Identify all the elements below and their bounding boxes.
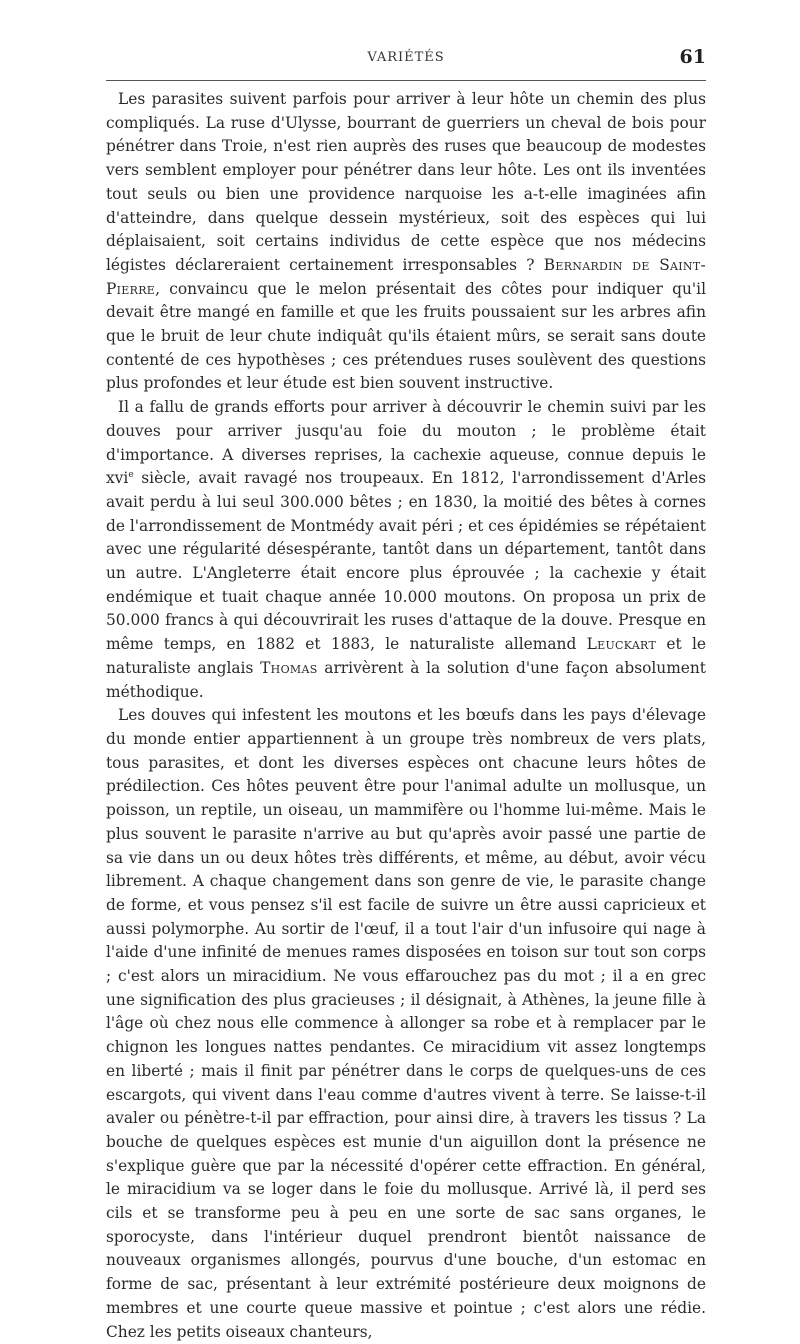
paragraph-1-text-b: , convaincu que le melon présentait des côtes pour indiquer qu'il devait être mangé en famille et que les fruits poussaient sur les arbres afin que le bruit de leur chute indiquât qu'ils étaient mûrs, se serait sans doute contenté de ces hypothèses ; ces prétendues ruses soulèvent des questions plus profondes et leur étude est bien souvent instructive. xyxy=(106,279,706,393)
century-numeral: xvi xyxy=(106,469,129,488)
author-name-bernardin: Bernardin de Saint-Pierre xyxy=(106,255,706,298)
naturalist-name-thomas: Thomas xyxy=(260,658,318,677)
century-superscript: e xyxy=(128,470,134,481)
page-number: 61 xyxy=(679,46,706,68)
paragraph-1 xyxy=(106,88,706,396)
paragraph-2-text-d: arrivèrent à la solution d'une façon absolument méthodique. xyxy=(106,658,706,701)
paragraph-2-text-c: et le naturaliste anglais xyxy=(106,635,707,677)
paragraph-2-text-a: Il a fallu de grands efforts pour arriver à découvrir le chemin suivi par les douves pour arriver jusqu'au foie du mouton ; le problème était d'importance. A diverses reprises, la cachexie aqueuse, connue depuis le xyxy=(106,398,706,464)
paragraph-2 xyxy=(106,396,706,704)
paragraph-3: Les douves qui infestent les moutons et les bœufs dans les pays d'élevage du monde entier appartiennent à un groupe très nombreux de vers plats, tous parasites, et dont les diverses espèces ont chacune leurs hôtes de prédilection. Ces hôtes peuvent être pour l'animal adulte un mollusque, un poisson, un reptile, un oiseau, un mammifère ou l'homme lui-même. Mais le plus souvent le parasite n'arrive au but qu'après avoir passé une partie de sa vie dans un ou deux hôtes très différents, et même, au début, avoir vécu librement. A chaque changement dans son genre de vie, le parasite change de forme, et vous pensez s'il est facile de suivre un être aussi capricieux et aussi polymorphe. Au sortir de l'œuf, il a tout l'air d'un infusoire qui nage à l'aide d'une infinité de menues rames disposées en toison sur tout son corps ; c'est alors un miracidium. Ne vous effarouchez pas du mot ; il a en grec une signification des plus gracieuses ; il désignait, à Athènes, la jeune fille à l'âge où chez nous elle commence à allonger sa robe et à remplacer par le chignon les longues nattes pendantes. Ce miracidium vit assez longtemps en liberté ; mais il finit par pénétrer dans le corps de quelques-uns de ces escargots, qui vivent dans l'eau comme d'autres vivent à terre. Se laisse-t-il avaler ou pénètre-t-il par effraction, pour ainsi dire, à travers les tissus ? La bouche de quelques espèces est munie d'un aiguillon dont la présence ne s'explique guère que par la nécessité d'opérer cette effraction. En général, le miracidium va se loger dans le foie du mollusque. Arrivé là, il perd ses cils et se transforme peu à peu en une sorte de sac sans organes, le sporocyste, dans l'intérieur duquel prendront bientôt naissance de nouveaux organismes allongés, pourvus d'une bouche, d'un estomac en forme de sac, présentant à leur extrémité postérieure deux moignons de membres et une courte queue massive et pointue ; c'est alors une rédie. Chez les petits oiseaux chanteurs, xyxy=(106,706,706,1341)
naturalist-name-leuckart: Leuckart xyxy=(586,635,657,654)
page-header xyxy=(106,48,706,70)
body-text xyxy=(106,88,706,1344)
paragraph-2-text-b: siècle, avait ravagé nos troupeaux. En 1812, l'arrondissement d'Arles avait perdu à lui seul 300.000 bêtes ; en 1830, la moitié des bêtes à cornes de l'arrondissement de Montmédy avait péri ; et ces épidémies se répétaient avec une régularité désespérante, tantôt dans un département, tantôt dans un autre. L'Angleterre était encore plus éprouvée ; la cachexie y était endémique et tuait chaque année 10.000 moutons. On proposa un prix de 50.000 francs à qui découvrirait les ruses d'attaque de la douve. Presque en même temps, en 1882 et 1883, le naturaliste allemand xyxy=(106,469,706,654)
paragraph-1-text-a: Les parasites suivent parfois pour arriver à leur hôte un chemin des plus compliqués. La ruse d'Ulysse, bourrant de guerriers un cheval de bois pour pénétrer dans Troie, n'est rien auprès des ruses que beaucoup de modestes vers semblent employer pour pénétrer dans leur hôte. Les ont ils inventées tout seuls ou bien une providence narquoise les a-t-elle imaginées afin d'atteindre, dans quelque dessein mystérieux, soit des espèces qui lui déplaisaient, soit certains individus de cette espèce que nos médecins légistes déclareraient certainement irresponsables ? xyxy=(106,90,706,274)
running-title: VARIÉTÉS xyxy=(367,50,445,65)
header-rule xyxy=(106,80,706,82)
